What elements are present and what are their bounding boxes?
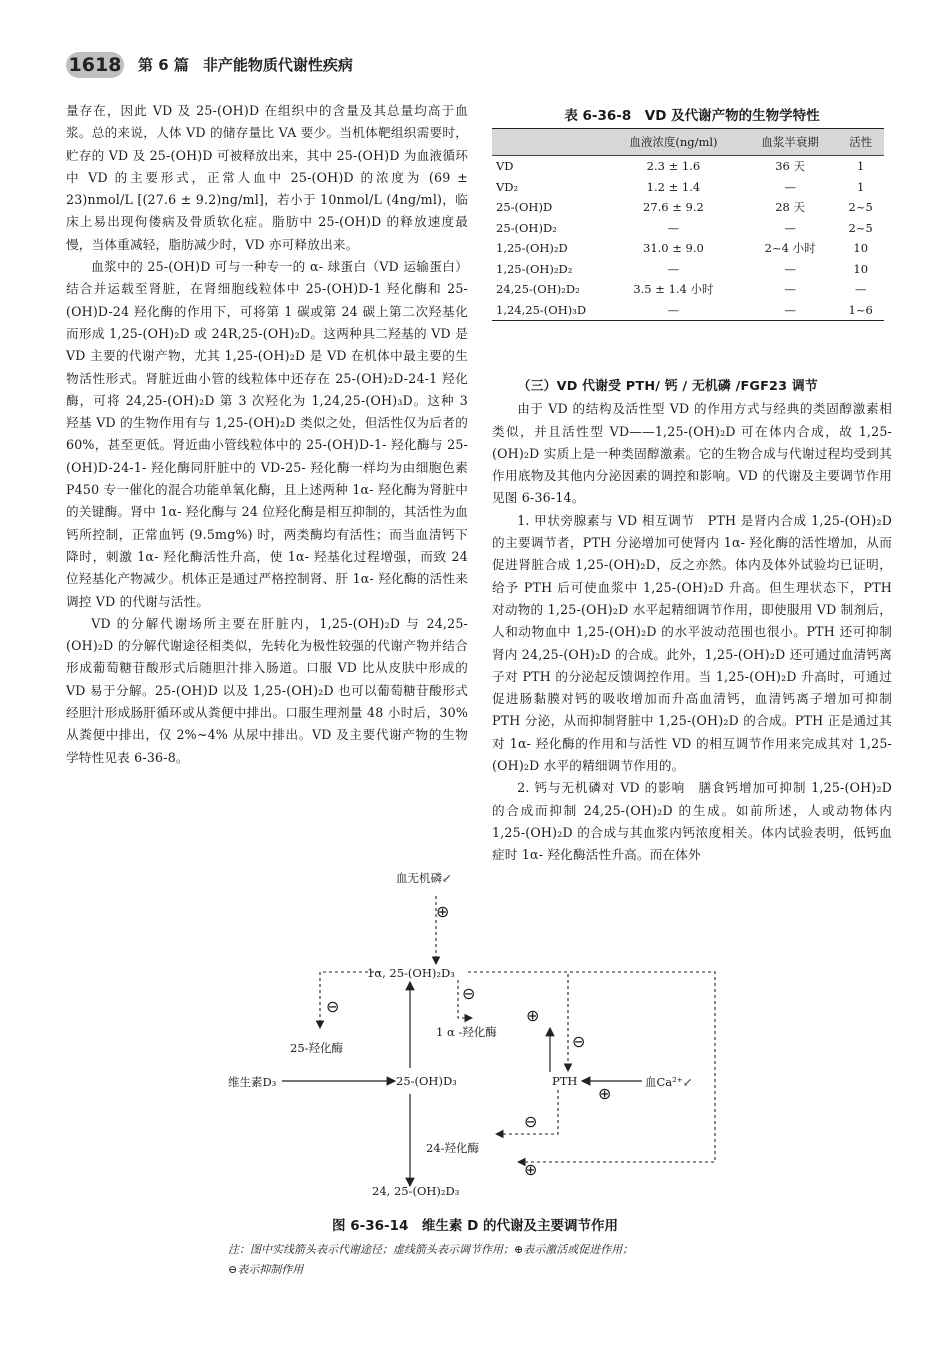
serum-phosphate-label: 血无机磷↙ <box>396 871 452 885</box>
pth-label: PTH <box>552 1074 578 1088</box>
vitamin-d3-label: 维生素D₃ <box>228 1075 277 1089</box>
table-header-row <box>492 129 884 156</box>
table-cell: — <box>784 220 796 235</box>
minus-symbol: ⊖ <box>572 1032 586 1051</box>
table-cell: 2~5 <box>848 200 873 215</box>
table-row <box>492 259 884 280</box>
24-hydroxylase-label: 24-羟化酶 <box>426 1141 480 1155</box>
table-cell: 31.0 ± 9.0 <box>643 241 704 256</box>
paragraph: VD 的分解代谢场所主要在肝脏内，1,25-(OH)₂D 与 24,25-(OH)₂D 的分解代谢途径相类似，先转化为极性较强的代谢产物并结合形成葡萄糖苷酸形式后随胆汁排入肠道。口服 VD 比从皮肤中形成的 VD 易于分解。25-(OH)D 以及 1,25-(OH)₂D 也可以葡萄糖苷酸形式经胆汁形成肠肝循环或从粪便中排出。口服生理剂量 48 小时后，30% 从粪便中排出，仅 2%~4% 从尿中排出。VD 及主要代谢产物的生物学特性见表 6-36-8。 <box>66 615 468 765</box>
section-subheading: （三）VD 代谢受 PTH/ 钙 / 无机磷 /FGF23 调节 <box>517 379 818 394</box>
calcitriol-to-pth-arrow <box>468 972 568 1071</box>
minus-symbol: ⊖ <box>524 1112 538 1131</box>
table-cell: 10 <box>853 261 869 276</box>
table-cell: 1,25-(OH)₂D <box>496 241 568 256</box>
table-cell: 10 <box>853 241 869 256</box>
table-cell: 24,25-(OH)₂D₂ <box>496 282 580 297</box>
table-cell: 1.2 ± 1.4 <box>646 179 701 194</box>
table-header-cell <box>492 129 604 156</box>
plus-symbol: ⊕ <box>526 1006 540 1025</box>
vd-metabolism-diagram <box>200 868 760 1198</box>
table-caption: 表 6-36-8 VD 及代谢产物的生物学特性 <box>564 108 820 124</box>
25-hydroxylase-label: 25-羟化酶 <box>290 1041 344 1055</box>
paragraph: 由于 VD 的结构及活性型 VD 的作用方式与经典的类固醇激素相类似，并且活性型 VD——1,25-(OH)₂D 可在体内合成，故 1,25-(OH)₂D 实质上是一种类固醇激素。它的生物合成与代谢过程均受到其作用底物及其他内分泌因素的调控和影响。VD 的代谢及主要调节作用见图 6-36-14。 <box>492 401 892 506</box>
plus-symbol: ⊕ <box>524 1160 538 1179</box>
table-cell: 1 <box>857 179 865 194</box>
paragraph: 血浆中的 25-(OH)D 可与一种专一的 α- 球蛋白（VD 运输蛋白）结合并运载至肾脏，在肾细胞线粒体中 25-(OH)D-1 羟化酶和 25-(OH)D-24 羟化酶的作用下，可将第 1 碳或第 24 碳上第二次羟基化而形成 1,25-(OH)₂D 或 24R,25-(OH)₂D。这两种具二羟基的 VD 是 VD 主要的代谢产物，尤其 1,25-(OH)₂D 是 VD 在机体中最主要的生物活性形式。肾脏近曲小管的线粒体中还存在 25-(OH)₂D-24-1 羟化酶，可将 24,25-(OH)₂D 第 3 次羟化为 1,24,25-(OH)₃D。这种 3 羟基 VD 的生物作用有与 1,25-(OH)₂D 类似之处，但活性仅为后者的 60%，甚至更低。肾近曲小管线粒体中的 25-(OH)D-1- 羟化酶与 25-(OH)D-24-1- 羟化酶同肝脏中的 VD-25- 羟化酶一样均为由细胞色素 P450 专一催化的混合功能单氧化酶，且上述两种 1α- 羟化酶为肾脏中的关键酶。肾中 1α- 羟化酶与 24 位羟化酶是相互抑制的，其活性为血钙所控制，正常血钙 (9.5mg%) 时，两类酶均有活性；而当血清钙下降时，刺激 1α- 羟化酶活性升高，使 1α- 羟基化过程增强，而致 24 位羟基化产物减少。机体正是通过严格控制肾、肝 1α- 羟化酶的活性来调控 VD 的代谢与活性。 <box>66 259 468 609</box>
plus-symbol: ⊕ <box>436 902 450 921</box>
table-cell: — <box>667 220 680 235</box>
table-cell: VD₂ <box>496 179 519 194</box>
chapter-number: 第 6 篇 <box>138 56 189 74</box>
table-cell: 2~5 <box>848 220 873 235</box>
left-text-column <box>66 100 468 769</box>
calcitriol-label: 1α, 25-(OH)₂D₃ <box>367 966 455 980</box>
table-cell: — <box>784 282 796 297</box>
page-header <box>66 52 886 82</box>
table-row <box>492 197 884 218</box>
table-header-cell: 血浆半衰期 <box>743 129 838 156</box>
serum-calcium-label: 血Ca²⁺↙ <box>645 1075 693 1089</box>
table-cell: 25-(OH)D <box>496 200 553 215</box>
1a-hydroxylase-label: 1 α -羟化酶 <box>436 1025 497 1039</box>
minus-symbol: ⊖ <box>326 997 340 1016</box>
right-text-column <box>492 376 892 867</box>
table-cell: 27.6 ± 9.2 <box>643 200 704 215</box>
table-cell: — <box>743 300 838 321</box>
table-cell: — <box>854 282 867 297</box>
paragraph: 2. 钙与无机磷对 VD 的影响 膳食钙增加可抑制 1,25-(OH)₂D 的合成而抑制 24,25-(OH)₂D 的生成。如前所述，人或动物体内 1,25-(OH)₂D 的合成与其血浆内钙浓度相关。体内试验表明，低钙血症时 1α- 羟化酶活性升高。而在体外 <box>492 780 892 863</box>
figure-caption: 图 6-36-14 维生素 D 的代谢及主要调节作用 <box>332 1218 618 1234</box>
table-row <box>492 238 884 259</box>
chapter-title: 非产能物质代谢性疾病 <box>202 56 353 74</box>
table-row <box>492 279 884 300</box>
plus-symbol: ⊕ <box>598 1084 612 1103</box>
paragraph: 1. 甲状旁腺素与 VD 相互调节 PTH 是肾内合成 1,25-(OH)₂D 的主要调节者，PTH 分泌增加可使肾内 1α- 羟化酶的活性增加，从而促进肾脏合成 1,25-(OH)₂D，反之亦然。体内及体外试验均已证明，给予 PTH 后可使血浆中 1,25-(OH)₂D 升高。但生理状态下，PTH 对动物的 1,25-(OH)₂D 水平起精细调节作用，即使服用 VD 制剂后，人和动物血中 1,25-(OH)₂D 的水平波动范围也很小。PTH 还可抑制肾内 24,25-(OH)₂D 的合成。此外，1,25-(OH)₂D 还可通过血清钙离子对 PTH 的分泌起反馈调控作用。当 1,25-(OH)₂D 升高时，可通过促进肠黏膜对钙的吸收增加而升高血清钙，血清钙离子增加可抑制 PTH 分泌，从而抑制肾脏中 1,25-(OH)₂D 的合成。PTH 正是通过其对 1α- 羟化酶的作用和与活性 VD 的相互调节作用来完成其对 1,25-(OH)₂D 水平的精细调节作用的。 <box>492 512 892 774</box>
table-cell: — <box>604 300 743 321</box>
paragraph: 量存在，因此 VD 及 25-(OH)D 在组织中的含量及其总量均高于血浆。总的来说，人体 VD 的储存量比 VA 要少。当机体靶组织需要时，贮存的 VD 及 25-(OH)D 可被释放出来，其中 25-(OH)D 为血液循环中 VD 的主要形式，正常人血中 25-(OH)D 的浓度为 (69 ± 23)nmol/L [(27.6 ± 9.2)ng/ml]，若小于 10nmol/L (4ng/ml)，临床上易出现佝偻病及骨质软化症。脂肪中 25-(OH)D 的释放速度最慢，当体重减轻，脂肪减少时，VD 亦可释放出来。 <box>66 103 468 252</box>
table-cell: 1~6 <box>837 300 884 321</box>
table-cell: — <box>667 261 680 276</box>
table-row <box>492 300 884 321</box>
table-cell: 2.3 ± 1.6 <box>646 159 701 174</box>
table-cell: 2~4 小时 <box>764 241 816 256</box>
table-cell: VD <box>496 159 514 174</box>
table-cell: — <box>784 261 796 276</box>
table-cell: 1,25-(OH)₂D₂ <box>496 261 573 276</box>
table-cell: 1,24,25-(OH)₃D <box>492 300 604 321</box>
table-cell: 1 <box>857 159 865 174</box>
chapter-heading <box>138 54 367 75</box>
figure-note-line: ⊖表示抑制作用 <box>228 1263 304 1276</box>
figure-note-line: 注：图中实线箭头表示代谢途径；虚线箭头表示调节作用；⊕表示激活或促进作用； <box>228 1243 634 1256</box>
24-25-dihydroxy-d3-label: 24, 25-(OH)₂D₃ <box>372 1184 460 1198</box>
table-cell: 25-(OH)D₂ <box>496 220 557 235</box>
page-number: 1618 <box>66 52 124 78</box>
table-row <box>492 156 884 177</box>
table-cell: 36 天 <box>775 159 806 174</box>
table-cell: — <box>784 179 796 194</box>
calcidiol-label: 25-(OH)D₃ <box>396 1074 457 1088</box>
table-cell: 28 天 <box>775 200 806 215</box>
table-row <box>492 177 884 198</box>
table-cell: 3.5 ± 1.4 小时 <box>633 282 714 297</box>
vd-properties-table <box>492 128 884 321</box>
minus-symbol: ⊖ <box>462 984 476 1003</box>
table-header-cell: 血液浓度(ng/ml) <box>604 129 743 156</box>
table-row <box>492 218 884 239</box>
table-header-cell: 活性 <box>837 129 884 156</box>
figure-note <box>228 1240 748 1280</box>
